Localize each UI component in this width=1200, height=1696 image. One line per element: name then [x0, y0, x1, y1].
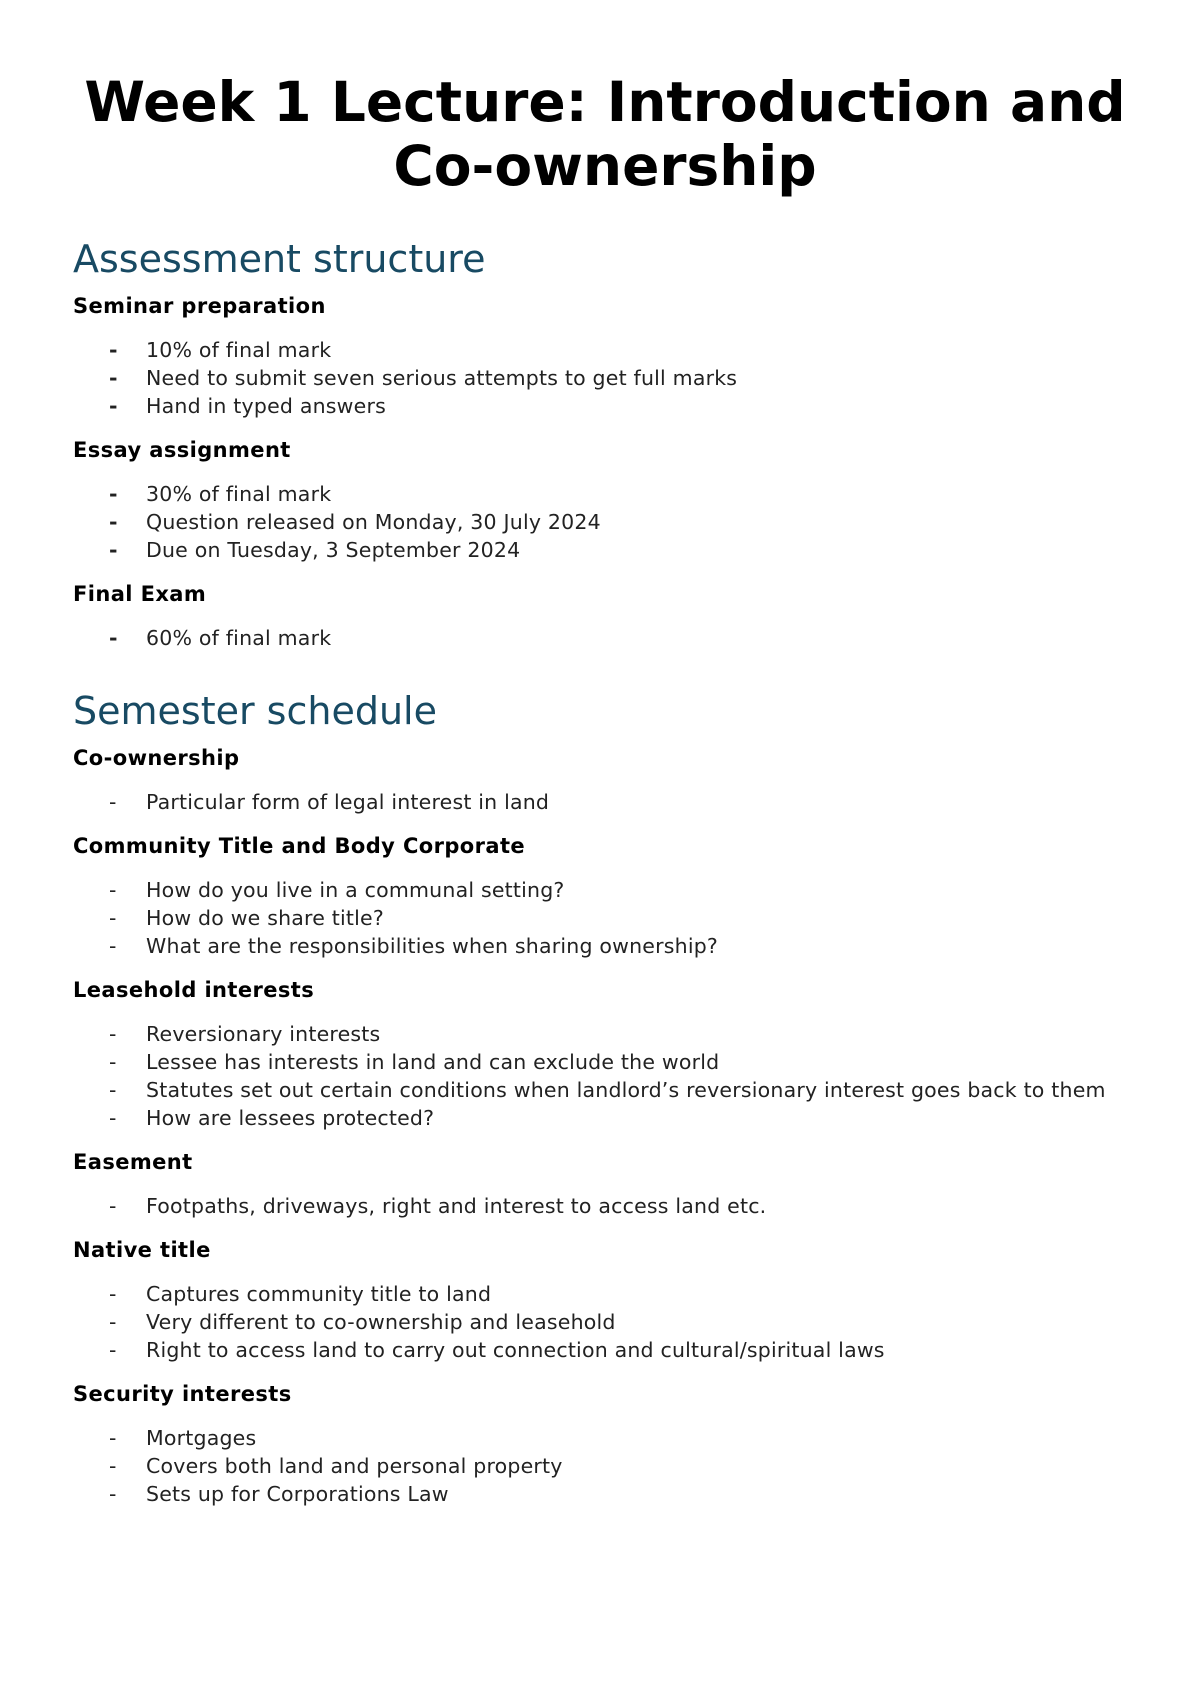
- bullet-dash: -: [109, 878, 117, 902]
- bullet-dash: -: [109, 1310, 117, 1334]
- list-item: - Sets up for Corporations Law: [109, 1482, 449, 1506]
- bullet-dash: -: [109, 1454, 117, 1478]
- bullet-dash: -: [109, 338, 118, 362]
- subheading-seminar-preparation: Seminar preparation: [73, 294, 326, 318]
- list-item: - Right to access land to carry out connection and cultural/spiritual laws: [109, 1338, 885, 1362]
- bullet-dash: -: [109, 538, 118, 562]
- list-item: - Question released on Monday, 30 July 2024: [109, 510, 601, 534]
- document-page: [73, 70, 1133, 1508]
- bullet-dash: -: [109, 1078, 117, 1102]
- bullet-dash: -: [109, 394, 118, 418]
- bullet-list-leasehold-interests: [73, 1020, 1133, 1132]
- list-item: - What are the responsibilities when sharing ownership?: [109, 934, 719, 958]
- subheading-native-title: Native title: [73, 1238, 211, 1262]
- list-item: - How are lessees protected?: [109, 1106, 435, 1130]
- list-item: - Very different to co-ownership and leasehold: [109, 1310, 616, 1334]
- bullet-dash: -: [109, 1282, 117, 1306]
- bullet-dash: -: [109, 790, 117, 814]
- bullet-list-seminar-preparation: [73, 336, 1133, 420]
- bullet-dash: -: [109, 1338, 117, 1362]
- bullet-dash: -: [109, 934, 117, 958]
- list-item: - Need to submit seven serious attempts to get full marks: [109, 366, 738, 390]
- bullet-list-security-interests: [73, 1424, 1133, 1508]
- bullet-list-easement: [73, 1192, 1133, 1220]
- list-item: - Hand in typed answers: [109, 394, 386, 418]
- subheading-easement: Easement: [73, 1150, 193, 1174]
- bullet-list-co-ownership: [73, 788, 1133, 816]
- subheading-co-ownership: Co-ownership: [73, 746, 240, 770]
- bullet-list-native-title: [73, 1280, 1133, 1364]
- list-item: - Lessee has interests in land and can exclude the world: [109, 1050, 720, 1074]
- bullet-dash: -: [109, 906, 117, 930]
- bullet-dash: -: [109, 626, 118, 650]
- bullet-dash: -: [109, 510, 118, 534]
- bullet-list-final-exam: [73, 624, 1133, 652]
- page-title: Week 1 Lecture: Introduction and Co-ownership: [84, 70, 1126, 198]
- bullet-dash: -: [109, 1022, 117, 1046]
- section-heading-assessment-structure: Assessment structure: [73, 237, 486, 281]
- list-item: - 30% of final mark: [109, 482, 332, 506]
- bullet-dash: -: [109, 482, 118, 506]
- list-item: - Due on Tuesday, 3 September 2024: [109, 538, 521, 562]
- bullet-list-essay-assignment: [73, 480, 1133, 564]
- list-item: - How do you live in a communal setting?: [109, 878, 565, 902]
- list-item: - 60% of final mark: [109, 626, 332, 650]
- list-item: - Footpaths, driveways, right and interest to access land etc.: [109, 1194, 767, 1218]
- list-item: - Captures community title to land: [109, 1282, 492, 1306]
- subheading-leasehold-interests: Leasehold interests: [73, 978, 315, 1002]
- list-item: - Reversionary interests: [109, 1022, 381, 1046]
- bullet-list-community-title: [73, 876, 1133, 960]
- bullet-dash: -: [109, 1194, 117, 1218]
- list-item: - Mortgages: [109, 1426, 257, 1450]
- list-item: - Covers both land and personal property: [109, 1454, 563, 1478]
- list-item: - How do we share title?: [109, 906, 384, 930]
- subheading-security-interests: Security interests: [73, 1382, 292, 1406]
- section-heading-semester-schedule: Semester schedule: [73, 689, 437, 733]
- subheading-community-title: Community Title and Body Corporate: [73, 834, 526, 858]
- bullet-dash: -: [109, 1426, 117, 1450]
- bullet-dash: -: [109, 1106, 117, 1130]
- list-item: - Statutes set out certain conditions when landlord’s reversionary interest goes back to them: [109, 1078, 1106, 1102]
- list-item: - 10% of final mark: [109, 338, 332, 362]
- bullet-dash: -: [109, 366, 118, 390]
- subheading-final-exam: Final Exam: [73, 582, 207, 606]
- bullet-dash: -: [109, 1482, 117, 1506]
- bullet-dash: -: [109, 1050, 117, 1074]
- subheading-essay-assignment: Essay assignment: [73, 438, 291, 462]
- list-item: - Particular form of legal interest in land: [109, 790, 550, 814]
